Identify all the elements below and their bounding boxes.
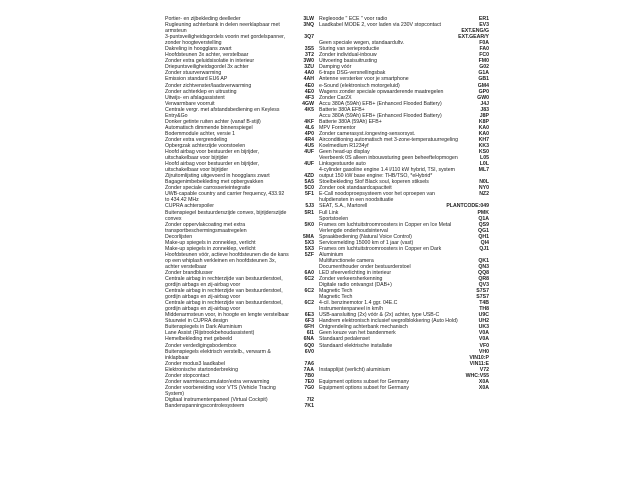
option-code: N0L (479, 179, 489, 186)
option-code: 5C0 (304, 185, 314, 192)
option-code: F0A (479, 40, 489, 47)
option-description: Buitenspiegels elektrisch verstelb., verwarm & inklapbaar (165, 348, 271, 361)
option-description: Zonder warmteaccumulator/extra verwarming (165, 378, 270, 385)
option-code: X0A (478, 384, 489, 391)
option-code: GW0 (477, 94, 489, 101)
option-description: Emission standard EU6 AP (165, 76, 228, 83)
option-code: 7G0 (304, 384, 314, 391)
option-description: Hoofd airbag voor bestuurder en bijrijder, uitschakelbaar voor bijrijder (165, 149, 260, 162)
option-code: 3T2 (305, 52, 314, 59)
option-code: VH0 (478, 348, 489, 355)
option-description: e-Sound (elektronisch motorgeluid) (319, 82, 400, 89)
option-description: Damping vóór (319, 64, 352, 71)
option-code: EV3 (479, 22, 489, 29)
option-code: NZ2 (479, 191, 489, 198)
option-code: 6Q0 (304, 342, 314, 349)
option-description: Centrale vergr. met afstandsbediening en Keyless Entry&Go (165, 106, 280, 119)
option-code: FC0 (479, 52, 489, 59)
option-description: Instrumentenpaneel in km/h (319, 306, 384, 313)
option-code: PMK (477, 209, 489, 216)
option-description: UWB-capable country and carrier frequency, 433.92 to 434.42 MHz (165, 191, 285, 204)
option-code: 5MA (303, 233, 314, 240)
option-code: QR8 (478, 276, 489, 283)
option-description: Multifunctionele camera (319, 257, 374, 264)
option-description: Bandenspanningscontrolesysteem (165, 403, 245, 409)
option-description: Hoofdsteunen 3x achter, verstelbaar (165, 52, 249, 59)
option-description: Zonder extra geluidsisolatie in interieur (165, 58, 255, 65)
option-row (165, 300, 315, 312)
option-list-left (165, 16, 315, 409)
option-code: G1A (478, 70, 489, 77)
option-code: QI4 (480, 239, 489, 246)
option-code: VIN10:P (469, 354, 489, 361)
option-code: 3NQ (303, 22, 314, 29)
option-description: Buitenspiegel bestuurderszijde convex, bijrijderszijde convex (165, 209, 287, 222)
option-description: Lane Assist (Rijstrookbehoudassistent) (165, 330, 255, 337)
option-description: Dakreling in hoogglans zwart (165, 46, 232, 53)
option-description: 3-puntsveiligheidsgordels voorin met gordelspanner, zonder hoogteverstelling (165, 34, 285, 47)
option-code: 3Q7 (304, 34, 314, 41)
option-description: Portier- en zijbekleding deelleder (165, 16, 241, 22)
option-code: 5ZF (304, 251, 314, 258)
option-code: QS9 (478, 221, 489, 228)
option-code: UH2 (478, 318, 489, 325)
option-code: 4GW (302, 100, 314, 107)
option-description: Equipment options subset for Germany (319, 384, 409, 391)
option-code: 5K0 (304, 221, 314, 228)
option-code: 3W0 (303, 58, 314, 65)
option-description: Zonder zichtvenster/laadsverwarming (165, 82, 252, 89)
option-description: Stuurwiel in CUPRA design (165, 318, 228, 325)
option-description: Regleoode " ECE " voor radio (319, 16, 388, 22)
option-row (165, 276, 315, 288)
option-code: 5X3 (304, 245, 314, 252)
option-code: 4R4 (304, 136, 314, 143)
option-code: 4P0 (304, 130, 314, 137)
option-description: CUPRA achterspoiler (165, 203, 215, 210)
option-code: 3LW (303, 16, 314, 22)
option-description: Sportstoelen (319, 215, 349, 222)
option-description: Zonder verkeersherkenning (319, 276, 383, 283)
option-description: Bodemmodule achter, versie 1 (165, 130, 236, 137)
option-code: 6E3 (304, 312, 314, 319)
option-description: 6-traps DSG-versnellingsbak (319, 70, 386, 77)
option-code: ER1 (478, 16, 489, 22)
option-code: VF0 (479, 342, 489, 349)
option-code: L0L (479, 161, 489, 168)
option-description: Hoofdsteunen vóór, actieve hoofdsteunen die de kans op een whiplash verkleinen en hoofdsteunen 3x, achter verstelbaar (165, 251, 289, 270)
option-code: UK3 (478, 324, 489, 331)
option-description: Handrem elektronisch inclusief wegrolblokkering (Auto Hold) (319, 318, 458, 325)
option-description: Equipment options subset for Germany (319, 378, 409, 385)
option-list-right (319, 16, 490, 391)
option-description: Verwarmbare voorruit (165, 100, 215, 107)
option-description: Standaard elektrische installatie (319, 342, 393, 349)
option-description: Make-up spiegels in zonneklep, verlicht (165, 245, 256, 252)
option-code: 6NA (303, 336, 314, 343)
option-code: EXT.GEAR/Y (458, 34, 489, 41)
option-code: ML7 (478, 167, 489, 174)
option-description: Laadkabel MODE 2, voor laden via 230V stopcontact (319, 22, 441, 29)
option-description: Zonder achterklep en uitrusting (165, 88, 237, 95)
option-row (165, 34, 315, 46)
option-row (319, 167, 490, 179)
option-description: Frames om luchtuitstroomroosters in Copper en Dark Aluminium (319, 245, 442, 258)
option-code: 4L6 (305, 124, 314, 131)
option-description: Batterie 380A EFB+ (319, 106, 365, 113)
option-description: Centrale airbag in rechterzijde van bestuurderstoel, gordijn airbags en zij-airbag voor (165, 276, 283, 289)
option-description: Centrale airbag in rechterzijde van bestuurderstoel, gordijn airbags en zij-airbag voor (165, 288, 283, 301)
option-code: 6V0 (304, 348, 314, 355)
option-description: Centrale airbag in rechterzijde van bestuurderstoel, gordijn airbags en zij-airbag voor (165, 300, 283, 313)
option-code: 6C2 (304, 288, 314, 295)
option-description: 4-cil. benzinemotor 1.4 ggr. 04E.C (319, 300, 398, 307)
option-row (165, 149, 315, 161)
option-row (165, 22, 315, 34)
option-description: Full Link (319, 209, 339, 216)
option-description: LED sfeerverlichting in interieur (319, 269, 392, 276)
option-row (165, 403, 315, 409)
option-row (165, 161, 315, 173)
option-row (165, 385, 315, 397)
option-row (165, 252, 315, 270)
option-code: GB1 (478, 76, 489, 83)
option-description: Zonder extra vergrendeling (165, 136, 228, 143)
option-code: PLANTCODE:049 (446, 203, 489, 210)
option-description: Uitvoering basisuitrusting (319, 58, 377, 65)
option-code: VIN11:E (469, 360, 489, 367)
option-code: WHC:V55 (465, 372, 489, 379)
option-code: U9C (478, 312, 489, 319)
option-code: 7E0 (304, 378, 314, 385)
option-description: Veerbeenk 0S alleen inbouwsturing geen beheeftelopmogen (319, 155, 458, 162)
option-description: Rugleuning achterbank in delen neerklapbaar met armsteun (165, 22, 280, 35)
option-code: 4ZD (304, 173, 314, 180)
option-code: KH7 (478, 136, 489, 143)
option-code: QK1 (478, 257, 489, 264)
option-description: Hoofd airbag voor bestuurder en bijrijder, uitschakelbaar voor bijrijder (165, 161, 260, 174)
option-description: Accu 380A (59Ah) EFB+ (Enhanced Flooded Battery) (319, 100, 442, 107)
option-description: Instapplijst (verlicht) aluminium (319, 366, 390, 373)
option-description: Antenne versterker voor je smartphone (319, 76, 409, 83)
option-description: Stoelbekleding Stof Black soul, koperen stiksels (319, 179, 429, 186)
option-description: Zonder stuurverwarming (165, 70, 222, 77)
option-description: Zonder oppervlakcoating met extra transportbeschermingsmaatregelen (165, 221, 247, 234)
option-code: 4UF (304, 161, 314, 168)
option-code: 5F1 (305, 191, 314, 198)
option-description: Linksgestuurde auto (319, 161, 366, 168)
option-description: Opbergzak achterzijde voorstoelen (165, 142, 246, 149)
option-description: 4-cylinder gasoline engine 1.4 l/110 kW hybrid, TSI, system output 150 kW base engine: THB/TSO, *eHybrid* (319, 167, 455, 180)
option-description: Decorlijsten (165, 233, 193, 240)
option-code: 6I1 (306, 330, 314, 337)
option-description: Magnetic Tech (319, 294, 353, 301)
option-code: KA0 (478, 124, 489, 131)
option-description: E-Call noodoproepsysteem voor het oproepen van hulpdiensten in een noodsituatie (319, 191, 435, 204)
option-code: TH8 (479, 306, 489, 313)
option-description: Geen keuze van het bandenmerk (319, 330, 396, 337)
option-row (165, 191, 315, 203)
option-code: QV3 (478, 282, 489, 289)
option-description: Batterie 380A (59Ah) EFB+ (319, 118, 382, 125)
option-code: V0A (478, 330, 489, 337)
option-description: Zonder verdedigingsbodembox (165, 342, 237, 349)
option-code: 4KF (304, 118, 314, 125)
option-code: 5A5 (304, 179, 314, 186)
option-description: Hemelbekleding met gebeeld (165, 336, 233, 343)
option-code: 4UF (304, 149, 314, 156)
option-code: V72 (479, 366, 489, 373)
option-code: 7B0 (304, 372, 314, 379)
option-description: Documenthouder onder bestuurderstoel (319, 263, 411, 270)
option-description: Make-up spiegels in zonneklep, verlicht (165, 239, 256, 246)
option-description: Zonder speciale carrosserieintegratie (165, 185, 251, 192)
option-code: KA0 (478, 130, 489, 137)
option-code: QH1 (478, 233, 489, 240)
option-row (319, 191, 490, 203)
option-description: Zonder modus3 laadkabel (165, 360, 225, 367)
option-code: V0A (478, 336, 489, 343)
option-description: Sturing van serieproductie (319, 46, 380, 53)
option-description: Zonder camerasyst./ongeving-sensorsyst. (319, 130, 416, 137)
option-description: USB-aansluiting (2x) vóór & (2x) achter, type USB-C (319, 312, 440, 319)
option-description: SEAT, S.A., Martorell (319, 203, 368, 210)
option-description: Zonder voorbereiding voor VTS (Vehicle Tracing System) (165, 384, 276, 397)
option-code: S7S7 (476, 294, 489, 301)
option-description: Zonder stopcontact (165, 372, 210, 379)
option-code: NY0 (478, 185, 489, 192)
option-description: Digitaal instrumentenpaneel (Virtual Cockpit) (165, 396, 268, 403)
option-row (165, 349, 315, 361)
option-code: 6C2 (304, 300, 314, 307)
option-code: 6C2 (304, 276, 314, 283)
option-code: L05 (480, 155, 489, 162)
option-description: Zijruitomlijsting uitgevoerd in hoogglans zwart (165, 173, 270, 180)
option-description: Servicemelding 15000 km of 1 jaar (vast) (319, 239, 414, 246)
option-code: KK3 (478, 142, 489, 149)
option-code: QJ1 (479, 245, 489, 252)
option-description: Driepuntsveiligheidsgordel 3x achter (165, 64, 249, 71)
option-description: MPV Formentor (319, 124, 356, 131)
option-code: KS0 (478, 149, 489, 156)
option-code: FM0 (478, 58, 489, 65)
option-code: 7AA (303, 366, 314, 373)
option-description: Zonder individual-inbouw (319, 52, 377, 59)
option-code: 3S5 (304, 46, 314, 53)
option-row (165, 288, 315, 300)
option-code: 6F3 (305, 318, 314, 325)
option-code: Q1A (478, 215, 489, 222)
option-description: Buitenspiegels in Dark Aluminium (165, 324, 242, 331)
option-description: Automatisch dimmende binnenspiegel (165, 124, 253, 131)
option-code: EXT.ENG/G (461, 28, 489, 35)
option-code: 5J3 (305, 203, 314, 210)
option-description: Wagens zonder speciale opwaarderende maatregelen (319, 88, 444, 95)
option-code: 4U5 (304, 142, 314, 149)
option-code: X0A (478, 378, 489, 385)
option-code: 6A0 (304, 269, 314, 276)
option-description: Geen speciale wegen, standaardultv. (319, 40, 404, 47)
option-code: 5R1 (304, 209, 314, 216)
option-code: G02 (479, 64, 489, 71)
option-description: Verlengde onderhoudsinterval (319, 227, 388, 234)
option-code: J4J (480, 100, 489, 107)
option-code: FA0 (479, 46, 489, 53)
option-code: J8P (479, 112, 489, 119)
option-description: Magnetic Tech (319, 288, 353, 295)
option-row (165, 210, 315, 222)
option-code: J83 (480, 106, 489, 113)
option-description: Geen head-up display (319, 149, 370, 156)
option-description: Elektronische startonderbreking (165, 366, 238, 373)
option-code: QN3 (478, 263, 489, 270)
option-description: Airconditioning automatisch met 3-zone-temperatuurregeling (319, 136, 458, 143)
option-code: 5X3 (304, 239, 314, 246)
option-code: S7S7 (476, 288, 489, 295)
option-code: GM4 (477, 82, 489, 89)
option-code: K8P (478, 118, 489, 125)
option-code: 7A6 (304, 360, 314, 367)
option-description: Zonder brandblusser (165, 269, 213, 276)
option-row (165, 222, 315, 234)
option-code: 4E0 (304, 88, 314, 95)
option-code: GP0 (478, 88, 489, 95)
option-code: 4AH (303, 76, 314, 83)
option-code: 4K5 (304, 106, 314, 113)
option-description: Frames om luchtuitstroomroosters in Copper en Ice Metal (319, 221, 452, 228)
option-description: Standaard pedalenset (319, 336, 370, 343)
option-code: 4E0 (304, 82, 314, 89)
option-description: Digitale radio ontvangst (DAB+) (319, 282, 392, 289)
option-code: 4A0 (304, 70, 314, 77)
option-description: Middenarmsteun voor, in hoogte en lengte verstelbaar (165, 312, 290, 319)
option-description: Bagagenimbebekleding met opbergvakken (165, 179, 264, 186)
option-description: Donker getinte ruiten achter (vanaf B-stijl) (165, 118, 261, 125)
option-description: Koelmedium R1234yf (319, 142, 369, 149)
option-description: Zonder Car2X (319, 94, 352, 101)
option-code: T4B (479, 300, 489, 307)
option-code: 7K1 (304, 403, 314, 409)
option-code: QG1 (478, 227, 489, 234)
option-description: Ontgrendeling achterbank mechanisch (319, 324, 408, 331)
option-description: Spraakbediening (Natural Voice Control) (319, 233, 412, 240)
option-code: 4F3 (305, 94, 314, 101)
option-description: Uitwijs- en afslagassistent (165, 94, 225, 101)
option-code: 3ZU (304, 64, 314, 71)
option-code: 7I2 (306, 396, 314, 403)
option-row (165, 107, 315, 119)
option-description: Zonder ook standaardcapaciteit (319, 185, 392, 192)
option-code: 6FH (304, 324, 314, 331)
option-code: QQ8 (478, 269, 489, 276)
option-row (319, 385, 490, 391)
option-row (319, 246, 490, 258)
option-description: Accu 380A (59Ah) EFB+ (Enhanced Flooded Battery) (319, 112, 442, 119)
